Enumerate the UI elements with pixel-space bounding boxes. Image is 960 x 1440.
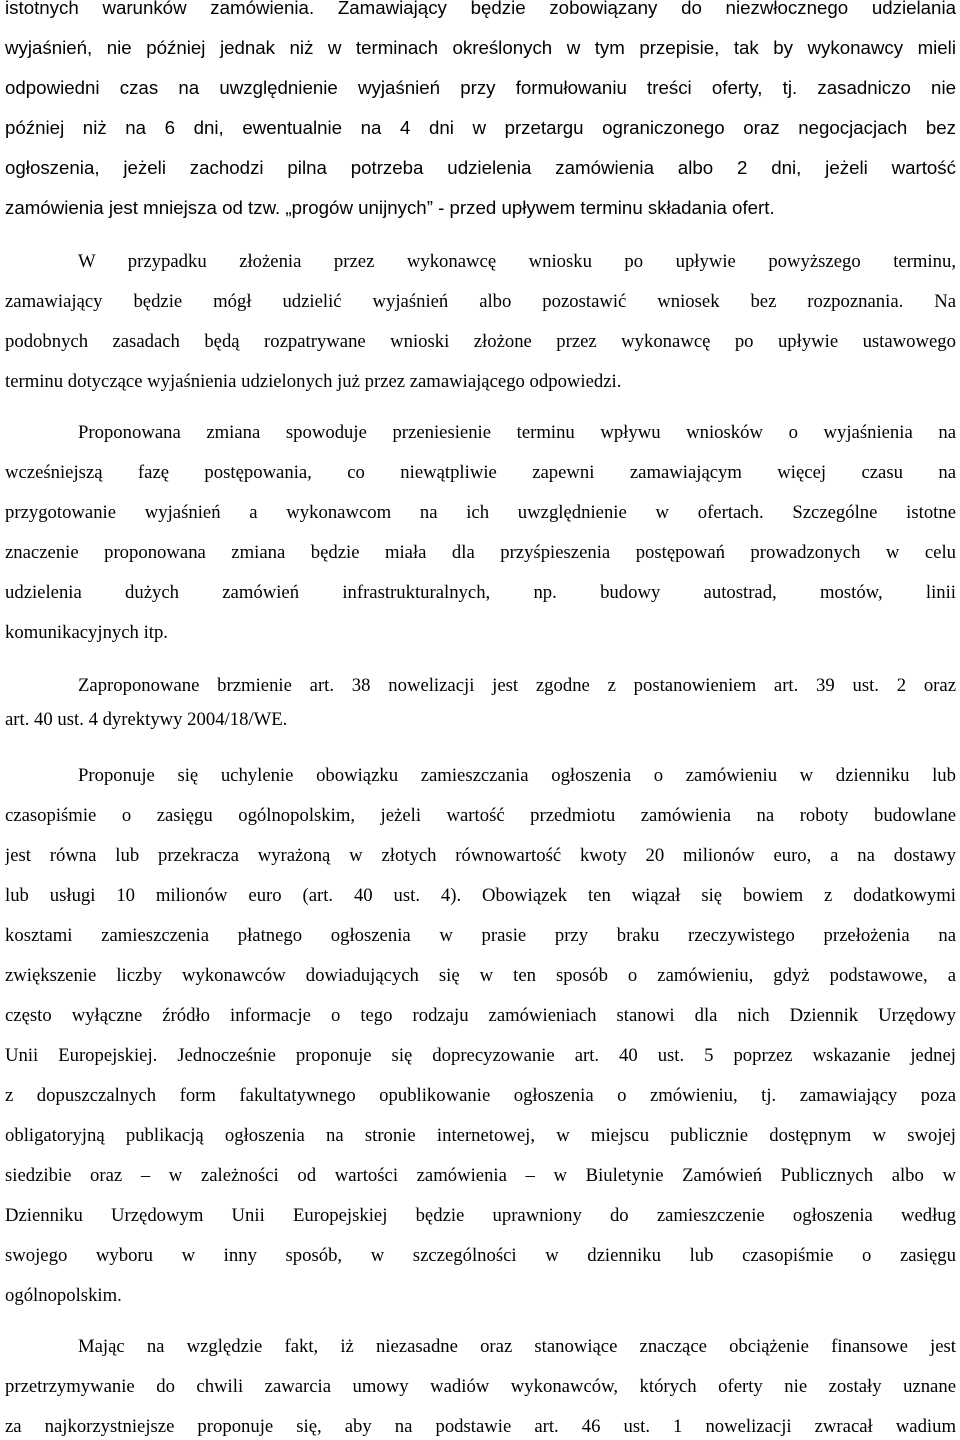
paragraph-6: [5, 1327, 956, 1440]
paragraph-line: ogłoszenia, jeżeli zachodzi pilna potrzeba udzielenia zamówienia albo 2 dni, jeżeli wartość: [5, 157, 956, 178]
paragraph-line: czasopiśmie o zasięgu ogólnopolskim, jeżeli wartość przedmiotu zamówienia na roboty budowlane: [5, 805, 956, 826]
paragraph-line: terminu dotyczące wyjaśnienia udzielonych już przez zamawiającego odpowiedzi.: [5, 371, 622, 392]
paragraph-line: Proponuje się uchylenie obowiązku zamieszczania ogłoszenia o zamówieniu w dzienniku lub: [78, 765, 956, 786]
paragraph-line: Zaproponowane brzmienie art. 38 nowelizacji jest zgodne z postanowieniem art. 39 ust. 2 oraz: [78, 675, 956, 696]
paragraph-line: udzielenia dużych zamówień infrastrukturalnych, np. budowy autostrad, mostów, linii: [5, 582, 956, 603]
paragraph-line: podobnych zasadach będą rozpatrywane wnioski złożone przez wykonawcę po upływie ustawowego: [5, 331, 956, 352]
paragraph-line: często wyłączne źródło informacje o tego rodzaju zamówieniach stanowi dla nich Dziennik Urzędowy: [5, 1005, 956, 1026]
paragraph-4: [5, 666, 956, 740]
paragraph-line: Mając na względzie fakt, iż niezasadne oraz stanowiące znaczące obciążenie finansowe jest: [78, 1336, 956, 1357]
paragraph-line: istotnych warunków zamówienia. Zamawiający będzie zobowiązany do niezwłocznego udzielania: [5, 0, 956, 18]
paragraph-line: później niż na 6 dni, ewentualnie na 4 dni w przetargu ograniczonego oraz negocjacjach bez: [5, 117, 956, 138]
paragraph-2: [5, 242, 956, 402]
paragraph-line: obligatoryjną publikacją ogłoszenia na stronie internetowej, w miejscu publicznie dostępnym w swojej: [5, 1125, 956, 1146]
paragraph-line: wcześniejszą fazę postępowania, co niewątpliwie zapewni zamawiającym więcej czasu na: [5, 462, 956, 483]
paragraph-line: zamówienia jest mniejsza od tzw. „progów unijnych” - przed upływem terminu składania ofert.: [5, 197, 775, 218]
paragraph-3: [5, 413, 956, 653]
paragraph-line: za najkorzystniejsze proponuje się, aby na podstawie art. 46 ust. 1 nowelizacji zwracał wadium: [5, 1416, 956, 1437]
paragraph-5: [5, 756, 956, 1316]
paragraph-line: art. 40 ust. 4 dyrektywy 2004/18/WE.: [5, 709, 288, 730]
paragraph-line: zwiększenie liczby wykonawców dowiadujących się w ten sposób o zamówieniu, gdyż podstawowe, a: [5, 965, 956, 986]
paragraph-line: komunikacyjnych itp.: [5, 622, 168, 643]
paragraph-line: wyjaśnień, nie później jednak niż w terminach określonych w tym przepisie, tak by wykonawcy mieli: [5, 37, 956, 58]
paragraph-line: kosztami zamieszczenia płatnego ogłoszenia w prasie przy braku rzeczywistego przełożenia na: [5, 925, 956, 946]
paragraph-line: przetrzymywanie do chwili zawarcia umowy wadiów wykonawców, których oferty nie zostały uznane: [5, 1376, 956, 1397]
paragraph-line: swojego wyboru w inny sposób, w szczególności w dzienniku lub czasopiśmie o zasięgu: [5, 1245, 956, 1266]
paragraph-line: Dzienniku Urzędowym Unii Europejskiej będzie uprawniony do zamieszczenie ogłoszenia według: [5, 1205, 956, 1226]
paragraph-line: zamawiający będzie mógł udzielić wyjaśnień albo pozostawić wniosek bez rozpoznania. Na: [5, 291, 956, 312]
paragraph-line: jest równa lub przekracza wyrażoną w złotych równowartość kwoty 20 milionów euro, a na dostawy: [5, 845, 956, 866]
paragraph-line: W przypadku złożenia przez wykonawcę wniosku po upływie powyższego terminu,: [78, 251, 956, 272]
paragraph-line: lub usługi 10 milionów euro (art. 40 ust. 4). Obowiązek ten wiązał się bowiem z dodatkowymi: [5, 885, 956, 906]
paragraph-line: z dopuszczalnych form fakultatywnego opublikowanie ogłoszenia o zmówieniu, tj. zamawiający poza: [5, 1085, 956, 1106]
paragraph-1: [5, 0, 956, 228]
paragraph-line: przygotowanie wyjaśnień a wykonawcom na ich uwzględnienie w ofertach. Szczególne istotne: [5, 502, 956, 523]
paragraph-line: Unii Europejskiej. Jednocześnie proponuje się doprecyzowanie art. 40 ust. 5 poprzez wskazanie jednej: [5, 1045, 956, 1066]
paragraph-line: ogólnopolskim.: [5, 1285, 122, 1306]
paragraph-line: siedzibie oraz – w zależności od wartości zamówienia – w Biuletynie Zamówień Publicznych albo w: [5, 1165, 956, 1186]
paragraph-line: odpowiedni czas na uwzględnienie wyjaśnień przy formułowaniu treści oferty, tj. zasadniczo nie: [5, 77, 956, 98]
paragraph-line: znaczenie proponowana zmiana będzie miała dla przyśpieszenia postępowań prowadzonych w celu: [5, 542, 956, 563]
paragraph-line: Proponowana zmiana spowoduje przeniesienie terminu wpływu wniosków o wyjaśnienia na: [78, 422, 956, 443]
